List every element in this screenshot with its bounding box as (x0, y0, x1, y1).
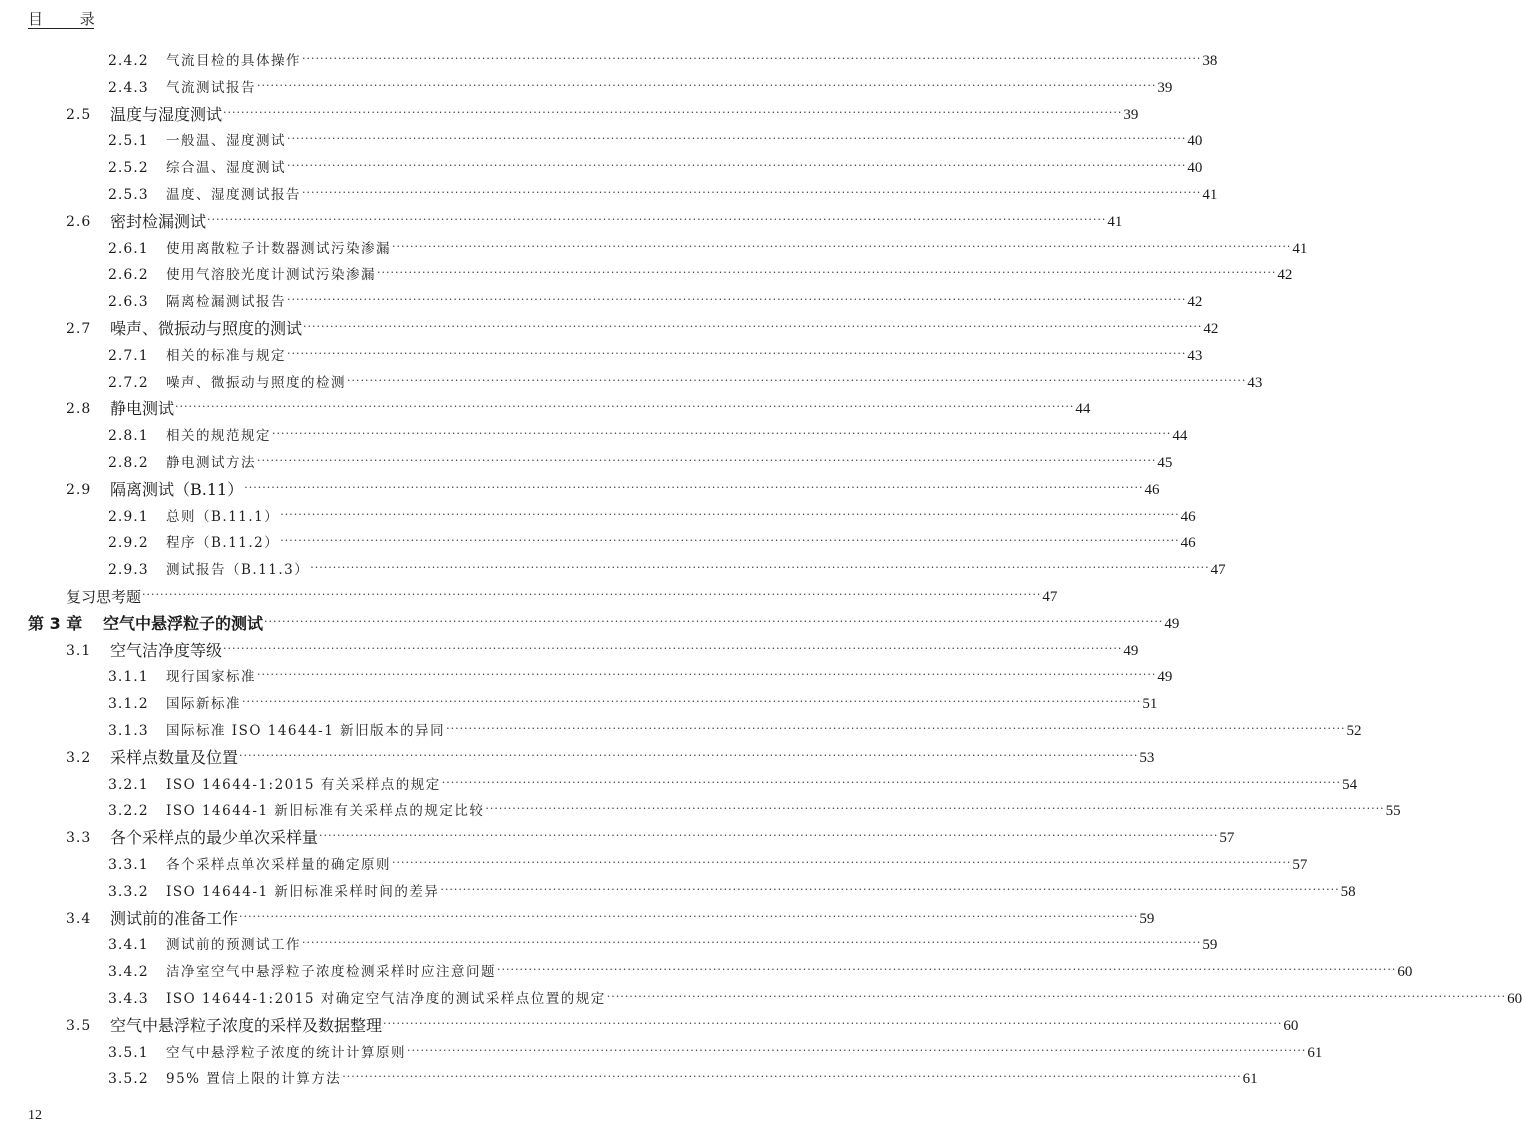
toc-entry[interactable] (0, 906, 1155, 928)
toc-entry-page: 40 (1187, 133, 1203, 150)
toc-leader-dots: ········································································································································································································ (287, 346, 1187, 360)
toc-entry[interactable] (0, 1013, 1299, 1035)
toc-entry-number: 2.9.1 (108, 508, 149, 525)
toc-entry[interactable] (0, 316, 1219, 338)
toc-entry[interactable] (0, 370, 1263, 392)
toc-leader-dots: ········································································································································································································ (257, 668, 1157, 682)
toc-entry-page: 41 (1107, 213, 1123, 230)
toc-entry-page: 60 (1507, 991, 1522, 1007)
toc-entry-title: 国际新标准 (166, 696, 241, 713)
toc-entry[interactable] (0, 584, 1058, 606)
toc-leader-dots: ········································································································································································································ (223, 641, 1123, 655)
toc-entry-page: 42 (1187, 294, 1203, 311)
toc-entry-number: 3.2.1 (108, 776, 149, 793)
toc-entry-title: 总则（B.11.1） (166, 508, 280, 525)
toc-entry-number: 3.1 (66, 642, 92, 659)
toc-entry-number: 2.6.3 (108, 294, 149, 311)
toc-entry-number: 2.8 (66, 401, 92, 418)
toc-entry-title: 各个采样点单次采样量的确定原则 (166, 857, 391, 873)
toc-entry-number: 2.6.1 (108, 240, 149, 257)
toc-entry-page: 40 (1187, 160, 1203, 177)
toc-entry-page: 61 (1242, 1071, 1258, 1088)
toc-entry-title: ISO 14644-1:2015 有关采样点的规定 (166, 776, 441, 793)
toc-entry-number: 3.4.2 (108, 964, 149, 981)
toc-entry-page: 39 (1157, 79, 1173, 96)
toc-entry-number: 2.8.2 (108, 455, 149, 471)
toc-entry-page: 60 (1283, 1017, 1299, 1034)
toc-entry[interactable] (0, 262, 1293, 284)
toc-entry-page: 54 (1342, 776, 1358, 793)
toc-entry-number: 3.3 (66, 830, 92, 847)
toc-entry[interactable] (0, 477, 1160, 499)
toc-entry[interactable] (0, 798, 1401, 820)
toc-entry-title: 综合温、湿度测试 (166, 160, 286, 177)
toc-entry[interactable] (0, 986, 1522, 1008)
toc-entry-number: 2.5.2 (108, 160, 149, 177)
toc-entry-number: 2.6 (66, 213, 92, 230)
toc-entry-page: 39 (1123, 106, 1139, 123)
toc-entry[interactable] (0, 852, 1308, 874)
toc-leader-dots: ········································································································································································································ (280, 534, 1180, 548)
toc-entry[interactable] (0, 611, 1180, 633)
toc-entry-number: 3.2.2 (108, 803, 149, 820)
toc-entry-title: 空气洁净度等级 (110, 640, 223, 660)
toc-entry-page: 42 (1277, 267, 1293, 284)
toc-entry-number: 3.3.1 (108, 857, 149, 873)
toc-entry-page: 41 (1202, 187, 1218, 203)
toc-leader-dots: ········································································································································································································ (280, 507, 1180, 521)
toc-entry-number: 2.5.1 (108, 133, 149, 150)
toc-entry[interactable] (0, 450, 1173, 472)
toc-entry-page: 46 (1180, 508, 1196, 525)
toc-entry-page: 49 (1123, 642, 1139, 659)
toc-entry-title: 各个采样点的最少单次采样量 (110, 828, 319, 848)
toc-entry-number: 3.5.2 (108, 1071, 149, 1088)
toc-entry-page: 43 (1247, 374, 1263, 391)
toc-entry-number: 3.1.3 (108, 723, 149, 739)
toc-entry-title: 气流测试报告 (166, 79, 256, 96)
toc-entry-title: 95% 置信上限的计算方法 (166, 1071, 342, 1088)
toc-entry[interactable] (0, 182, 1218, 204)
toc-leader-dots: ········································································································································································································ (347, 373, 1247, 387)
toc-entry-title: 密封检漏测试 (110, 211, 207, 231)
toc-leader-dots: ········································································································································································································ (440, 882, 1340, 896)
toc-leader-dots: ········································································································································································································ (287, 132, 1187, 146)
toc-entry-title: 空气中悬浮粒子浓度的采样及数据整理 (110, 1015, 383, 1035)
toc-entry-page: 53 (1139, 749, 1155, 766)
toc-leader-dots: ········································································································································································································ (264, 614, 1164, 628)
page-number: 12 (28, 1108, 42, 1123)
toc-entry[interactable] (0, 664, 1173, 686)
toc-entry-page: 47 (1042, 589, 1058, 605)
toc-entry-number: 2.9 (66, 481, 92, 498)
toc-entry[interactable] (0, 1066, 1258, 1088)
toc-entry[interactable] (0, 423, 1188, 445)
toc-entry-title: 温度、湿度测试报告 (166, 187, 301, 203)
toc-entry-number: 3.2 (66, 749, 92, 766)
toc-entry-page: 49 (1157, 669, 1173, 686)
toc-entry-title: 噪声、微振动与照度的检测 (166, 374, 346, 391)
toc-entry-page: 61 (1307, 1044, 1323, 1061)
toc-entry-page: 46 (1180, 535, 1196, 552)
toc-leader-dots: ········································································································································································································ (175, 400, 1075, 414)
toc-entry-page: 46 (1144, 481, 1160, 498)
toc-leader-dots: ········································································································································································································ (392, 239, 1292, 253)
toc-entry-number: 3.3.2 (108, 883, 149, 900)
toc-entry-title: 使用气溶胶光度计测试污染渗漏 (166, 267, 376, 284)
toc-entry-page: 47 (1210, 562, 1226, 579)
toc-entry-page: 52 (1346, 723, 1362, 739)
toc-entry-number: 2.5.3 (108, 187, 149, 203)
toc-leader-dots: ········································································································································································································ (257, 454, 1157, 467)
toc-entry-title: 噪声、微振动与照度的测试 (110, 319, 303, 338)
toc-leader-dots: ········································································································································································································ (497, 963, 1397, 977)
toc-entry-title: 相关的标准与规定 (166, 347, 286, 364)
toc-entry[interactable] (0, 48, 1218, 70)
toc-leader-dots: ········································································································································································································ (407, 1043, 1307, 1057)
toc-entry-page: 44 (1172, 428, 1188, 445)
toc-entry[interactable] (0, 75, 1173, 97)
toc-entry-title: 采样点数量及位置 (110, 747, 239, 767)
toc-entry-title: ISO 14644-1:2015 对确定空气洁净度的测试采样点位置的规定 (166, 991, 606, 1007)
toc-entry-title: ISO 14644-1 新旧标准采样时间的差异 (166, 883, 440, 900)
toc-entry-title: 现行国家标准 (166, 669, 256, 686)
toc-entry-page: 45 (1157, 455, 1173, 471)
toc-entry[interactable] (0, 557, 1226, 579)
toc-entry-number: 2.8.1 (108, 428, 149, 445)
toc-entry-page: 60 (1397, 964, 1413, 981)
toc-entry-title: 测试报告（B.11.3） (166, 562, 310, 579)
toc-leader-dots: ········································································································································································································ (383, 1016, 1283, 1030)
toc-entry[interactable] (0, 932, 1218, 954)
toc-entry-title: 温度与湿度测试 (110, 104, 223, 124)
toc-entry[interactable] (0, 1040, 1323, 1062)
toc-entry-page: 58 (1340, 883, 1356, 900)
toc-entry[interactable] (0, 209, 1123, 231)
toc-entry[interactable] (0, 718, 1362, 740)
toc-entry-page: 41 (1292, 240, 1308, 257)
toc-leader-dots: ········································································································································································································ (244, 480, 1144, 494)
toc-entry-page: 43 (1187, 347, 1203, 364)
toc-entry-number: 2.9.3 (108, 562, 149, 579)
toc-leader-dots: ········································································································································································································ (287, 293, 1187, 307)
toc-entry-number: 3.4 (66, 910, 92, 927)
toc-entry-page: 55 (1385, 803, 1401, 820)
toc-entry[interactable] (0, 745, 1155, 767)
toc-leader-dots: ········································································································································································································ (239, 909, 1139, 923)
toc-leader-dots: ········································································································································································································ (257, 78, 1157, 92)
toc-entry-page: 42 (1203, 321, 1219, 337)
toc-leader-dots: ········································································································································································································ (303, 320, 1203, 333)
toc-entry-title: 洁净室空气中悬浮粒子浓度检测采样时应注意问题 (166, 964, 496, 981)
toc-entry-number: 第 3 章 (28, 613, 83, 633)
toc-entry-number: 3.4.1 (108, 937, 149, 954)
toc-entry-title: 国际标准 ISO 14644-1 新旧版本的异同 (166, 723, 446, 739)
toc-leader-dots: ········································································································································································································ (319, 829, 1219, 843)
toc-entry[interactable] (0, 530, 1196, 552)
toc-leader-dots: ········································································································································································································ (392, 856, 1292, 869)
toc-entry[interactable] (0, 236, 1308, 258)
toc-entry[interactable] (0, 879, 1356, 901)
toc-leader-dots: ········································································································································································································ (310, 561, 1210, 575)
toc-leader-dots: ········································································································································································································ (485, 802, 1385, 816)
toc-leader-dots: ········································································································································································································ (342, 1070, 1242, 1084)
toc-entry-number: 2.7.1 (108, 347, 149, 364)
toc-entry-page: 57 (1292, 857, 1308, 873)
toc-entry-number: 2.9.2 (108, 535, 149, 552)
toc-entry[interactable] (0, 825, 1235, 848)
toc-entry[interactable] (0, 772, 1358, 794)
toc-leader-dots: ········································································································································································································ (377, 266, 1277, 280)
toc-entry-number: 2.6.2 (108, 267, 149, 284)
toc-leader-dots: ········································································································································································································ (142, 588, 1042, 601)
toc-leader-dots: ········································································································································································································ (242, 695, 1142, 709)
toc-entry-number: 3.4.3 (108, 991, 149, 1007)
toc-entry-number: 2.4.2 (108, 53, 149, 69)
toc-entry-title: 程序（B.11.2） (166, 535, 280, 552)
toc-entry-title: 复习思考题 (66, 588, 142, 606)
toc-leader-dots: ········································································································································································································ (441, 775, 1342, 789)
toc-entry[interactable] (0, 638, 1139, 660)
toc-entry-number: 2.7.2 (108, 374, 149, 391)
toc-entry[interactable] (0, 155, 1203, 177)
toc-leader-dots: ········································································································································································································ (287, 159, 1187, 173)
toc-leader-dots: ········································································································································································································ (223, 105, 1123, 119)
toc-entry[interactable] (0, 343, 1203, 365)
toc-entry-title: 隔离检漏测试报告 (166, 294, 286, 311)
toc-entry-title: 静电测试方法 (166, 455, 256, 471)
toc-entry-number: 2.4.3 (108, 79, 149, 96)
running-header: 目 录 (28, 10, 111, 28)
toc-entry-page: 57 (1219, 830, 1235, 847)
toc-entry[interactable] (0, 959, 1413, 981)
toc-entry-page: 59 (1202, 937, 1218, 954)
toc-entry-number: 3.5 (66, 1017, 92, 1034)
toc-entry-title: 空气中悬浮粒子的测试 (103, 613, 264, 633)
toc-entry-title: 隔离测试（B.11） (110, 479, 244, 499)
toc-entry-number: 3.1.2 (108, 696, 149, 713)
toc-entry-number: 3.5.1 (108, 1044, 149, 1061)
toc-leader-dots: ········································································································································································································ (207, 212, 1107, 226)
toc-entry[interactable] (0, 128, 1203, 150)
toc-entry-title: 气流目检的具体操作 (166, 53, 301, 69)
toc-leader-dots: ········································································································································································································ (302, 186, 1202, 199)
toc-entry[interactable] (0, 289, 1203, 311)
toc-entry-page: 38 (1202, 53, 1218, 69)
toc-leader-dots: ········································································································································································································ (272, 427, 1172, 441)
toc-entry-page: 51 (1142, 696, 1158, 713)
toc-entry-title: ISO 14644-1 新旧标准有关采样点的规定比较 (166, 803, 485, 820)
toc-entry[interactable] (0, 504, 1196, 526)
toc-leader-dots: ········································································································································································································ (302, 52, 1202, 65)
toc-entry-page: 59 (1139, 910, 1155, 927)
toc-entry-title: 测试前的准备工作 (110, 908, 239, 928)
toc-entry-number: 2.5 (66, 106, 92, 123)
toc-entry-title: 测试前的预测试工作 (166, 937, 301, 954)
toc-entry[interactable] (0, 691, 1158, 713)
toc-entry-title: 使用离散粒子计数器测试污染渗漏 (166, 240, 391, 257)
toc-entry-title: 静电测试 (110, 399, 175, 419)
toc-entry-page: 44 (1075, 401, 1091, 418)
toc-entry-title: 空气中悬浮粒子浓度的统计计算原则 (166, 1044, 406, 1061)
toc-leader-dots: ········································································································································································································ (446, 722, 1346, 735)
header-rule (28, 28, 94, 29)
toc-entry-number: 2.7 (66, 321, 92, 337)
toc-entry-title: 一般温、湿度测试 (166, 133, 286, 150)
toc-leader-dots: ········································································································································································································ (239, 748, 1139, 762)
toc-entry-title: 相关的规范规定 (166, 428, 271, 445)
toc-leader-dots: ········································································································································································································ (606, 990, 1507, 1003)
toc-entry[interactable] (0, 102, 1139, 124)
toc-entry-number: 3.1.1 (108, 669, 149, 686)
toc-entry-page: 49 (1164, 615, 1180, 632)
toc-entry[interactable] (0, 396, 1091, 419)
toc-leader-dots: ········································································································································································································ (302, 936, 1202, 950)
